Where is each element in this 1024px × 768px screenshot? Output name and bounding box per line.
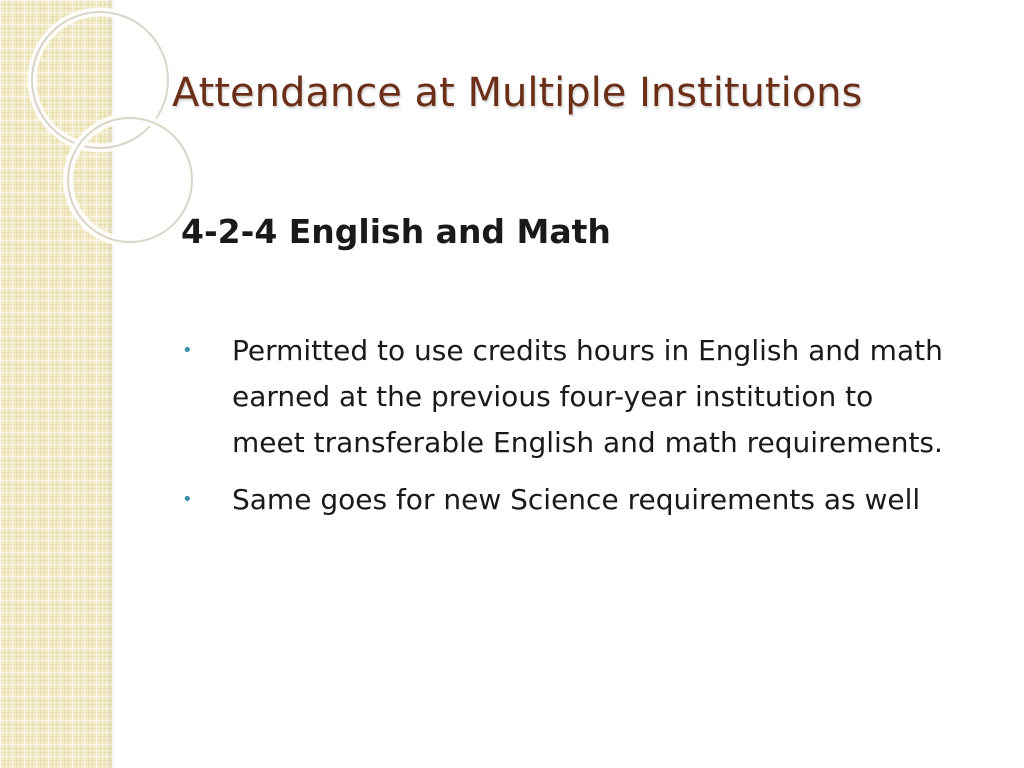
bullet-item <box>180 474 950 526</box>
bullet-text: Same goes for new Science requirements as well <box>232 483 921 516</box>
bullet-item <box>180 328 950 466</box>
slide-subheading: 4-2-4 English and Math <box>181 212 611 251</box>
bullet-text: Permitted to use credits hours in English and math earned at the previous four-year institution to meet transferable English and math requirements. <box>232 334 943 459</box>
bullet-icon: • <box>182 489 193 510</box>
bullet-icon: • <box>182 340 193 361</box>
slide-title: Attendance at Multiple Institutions <box>172 70 863 116</box>
bullet-list <box>180 328 950 534</box>
